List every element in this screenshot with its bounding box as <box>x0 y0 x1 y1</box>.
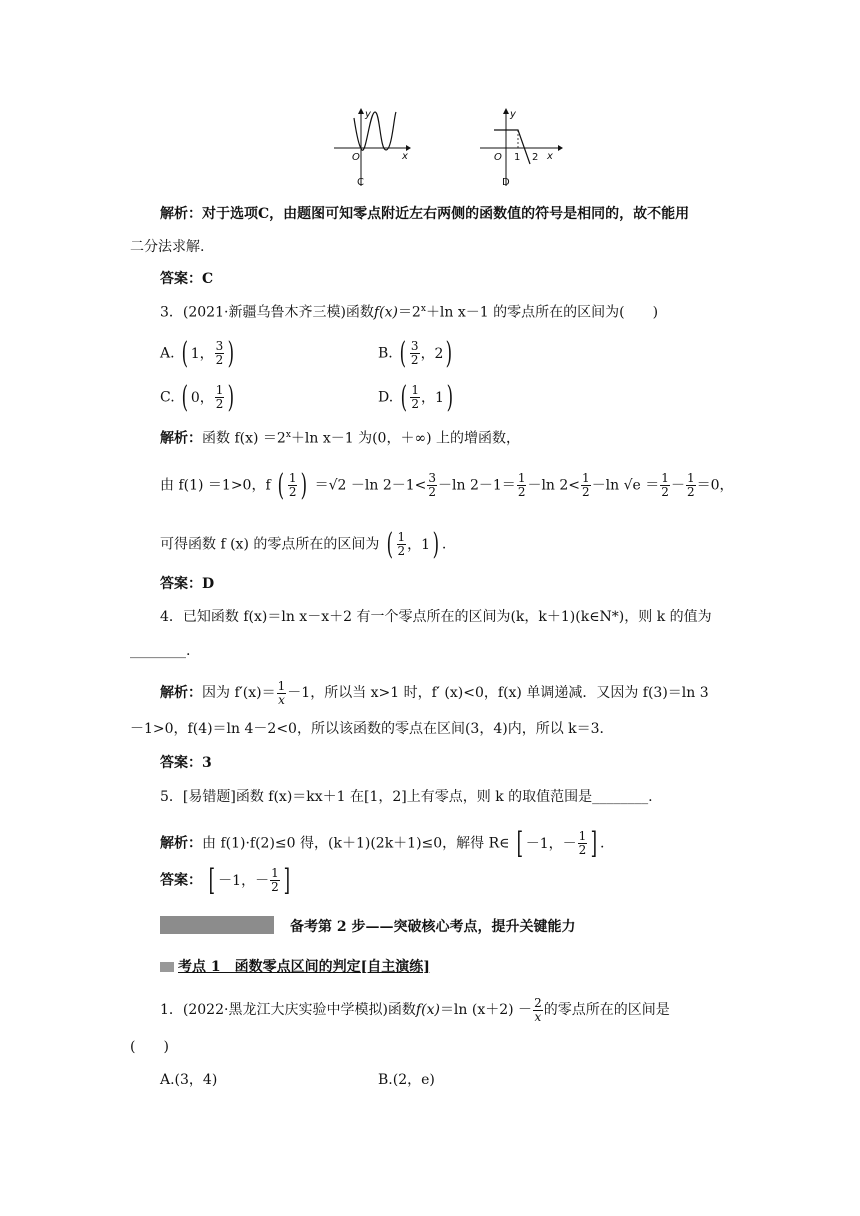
q5-answer-label: 答案： <box>160 872 202 889</box>
q3-l2-c: －ln 2< <box>527 477 581 494</box>
q6-stem-num: 2 <box>534 996 542 1010</box>
q3-option-a-label: A. <box>160 345 175 362</box>
q3-l3-den: 2 <box>397 544 406 558</box>
q3-option-b-num: 3 <box>410 339 419 354</box>
q6-stem <box>160 997 670 1023</box>
graph-d-tick-1: 1 <box>514 152 521 163</box>
q3-option-d[interactable]: D. ( $\frac{1}{2}$ ，1 ) <box>378 380 454 415</box>
q6-option-a[interactable]: A.(3，4) <box>160 1072 218 1088</box>
q3-analysis-sup: x <box>285 430 291 440</box>
q3-answer: 答案：D <box>160 576 215 592</box>
q6-stem-pre: 1．(2022·黑龙江大庆实验中学模拟)函数 <box>160 1002 416 1019</box>
q3-l2-frac1-num: 1 <box>288 471 297 486</box>
q5-analysis-end: . <box>600 835 605 852</box>
q3-l3-right: ，1 <box>407 536 431 553</box>
q4-stem: 4．已知函数 f(x)＝ln x－x＋2 有一个零点所在的区间为(k，k＋1)(k∈N*)，则 k 的值为 <box>160 609 712 625</box>
q3-l2-e: － <box>670 477 685 494</box>
q3-l2-pre: 由 f(1) ＝1>0，f <box>160 477 271 494</box>
q3-option-c-num: 1 <box>215 383 224 398</box>
graph-c-x: x <box>402 151 408 162</box>
q3-option-d-den: 2 <box>411 397 419 411</box>
q3-option-b-label: B. <box>378 345 393 362</box>
kaodian-marker <box>160 962 174 972</box>
q5-analysis-left: －1，－ <box>525 835 577 852</box>
graph-c-label: C <box>357 177 364 188</box>
q3-l2-f: ＝0， <box>696 477 734 494</box>
section-bar <box>160 916 274 934</box>
q3-l2-frac5-num: 1 <box>661 471 669 486</box>
q5-answer: 答案： [ －1，－ $\frac{1}{2}$ ] <box>160 863 290 898</box>
q4-analysis-line1 <box>160 680 709 706</box>
section-title: 备考第 2 步——突破核心考点，提升关键能力 <box>290 919 576 935</box>
q3-option-b-right: ，2 <box>420 345 444 362</box>
q3-l2-d: －ln √e ＝ <box>591 477 660 494</box>
q3-analysis-rest: ＋ln x－1 为(0，＋∞) 上的增函数， <box>290 430 521 447</box>
q3-l2-frac2-num: 3 <box>428 471 437 486</box>
q4-analysis-line2: －1>0，f(4)＝ln 4－2<0，所以该函数的零点在区间(3，4)内，所以 k＝3． <box>130 721 614 737</box>
q3-option-a-den: 2 <box>215 353 224 367</box>
q5-analysis: 解析：由 f(1)·f(2)≤0 得，(k＋1)(2k＋1)≤0，解得 R∈ [ －1，－ $\frac{1}{2}$ ] . <box>160 826 605 861</box>
q3-option-b-den: 2 <box>410 353 419 367</box>
graph-c <box>330 108 410 188</box>
q3-option-c-label: C. <box>160 389 175 406</box>
q3-option-d-num: 1 <box>411 383 419 398</box>
q2-answer: 答案：C <box>160 271 214 287</box>
kaodian-heading-text: 考点 1 函数零点区间的判定[自主演练] <box>178 959 430 975</box>
q5-analysis-pre: 由 f(1)·f(2)≤0 得，(k＋1)(2k＋1)≤0，解得 R∈ <box>202 835 510 852</box>
q3-l2-frac1-den: 2 <box>288 485 297 499</box>
graph-d-label: D <box>502 177 510 188</box>
q4-analysis-label: 解析： <box>160 685 202 702</box>
q3-l2-frac5-den: 2 <box>661 485 669 499</box>
q3-stem-eq: ＝2 <box>397 304 421 321</box>
q6-stem-rest: 的零点所在的区间是 <box>543 1002 670 1019</box>
q3-l2-b: －ln 2－1＝ <box>438 477 516 494</box>
q3-analysis-line3: 可得函数 f (x) 的零点所在的区间为 ( $\frac{1}{2}$ ，1 ) . <box>160 527 447 562</box>
q3-l2-frac4-num: 1 <box>582 471 590 486</box>
q3-option-c-left: 0， <box>190 389 214 406</box>
q3-option-a-num: 3 <box>215 339 224 354</box>
q4-blank[interactable]: ________. <box>130 643 191 659</box>
q3-analysis-label: 解析： <box>160 430 202 447</box>
q2-analysis-text: 解析：对于选项C，由题图可知零点附近左右两侧的函数值的符号是相同的，故不能用 <box>160 206 690 222</box>
q3-l2-frac6-num: 1 <box>686 471 695 486</box>
graph-d-origin: O <box>494 152 502 163</box>
q3-l2-frac2-den: 2 <box>428 485 437 499</box>
q3-stem-pre: 3．(2021·新疆乌鲁木齐三模)函数 <box>160 304 374 321</box>
q3-l2-a: ＝√2 －ln 2－1< <box>314 477 427 494</box>
q3-analysis-line1 <box>160 431 520 446</box>
q3-stem-sup: x <box>420 304 426 314</box>
q6-stem-mid: ＝ln (x＋2) － <box>439 1002 533 1019</box>
graph-d-x: x <box>547 151 553 162</box>
q3-l2-frac6-den: 2 <box>686 485 695 499</box>
graph-c-y: y <box>365 109 371 120</box>
q5-analysis-num: 1 <box>578 829 587 844</box>
q3-l2-frac3-den: 2 <box>517 485 526 499</box>
q3-analysis-line2: 由 f(1) ＝1>0，f ( $\frac{1}{2}$ ) ＝√2 －ln 2－1< $\frac{3}{2}$ －ln 2－1＝ $\frac{1}{2}$ －ln 2< $\frac{1}{2}$ －ln √e ＝ $\frac{1}{2}$ － $\frac{1}{2}$ ＝0， <box>160 468 734 503</box>
kaodian-heading <box>160 960 430 974</box>
q3-l2-frac4-den: 2 <box>582 485 590 499</box>
q4-frac-num: 1 <box>277 679 286 693</box>
q3-option-d-label: D. <box>378 389 394 406</box>
q6-stem-den: x <box>534 1009 542 1024</box>
q3-l3-num: 1 <box>397 530 406 545</box>
q5-answer-den: 2 <box>271 880 279 894</box>
q4-answer: 答案：3 <box>160 755 212 771</box>
q4-analysis-rest: －1，所以当 x>1 时，f′ (x)<0，f(x) 单调递减．又因为 f(3)＝ln 3 <box>287 685 709 702</box>
q6-option-b[interactable]: B.(2，e) <box>378 1072 435 1088</box>
q3-stem-fx: f(x) <box>373 304 398 321</box>
q5-answer-num: 1 <box>271 866 279 881</box>
q5-analysis-label: 解析： <box>160 835 202 852</box>
graph-d-tick-2: 2 <box>532 152 539 163</box>
q3-option-c-den: 2 <box>215 397 224 411</box>
graph-d-y: y <box>510 109 516 120</box>
q3-option-a[interactable]: A. ( 1， $\frac{3}{2}$ ) <box>160 336 235 371</box>
q3-stem <box>160 305 658 320</box>
q5-stem: 5．[易错题]函数 f(x)＝kx＋1 在[1，2]上有零点，则 k 的取值范围是________. <box>160 789 653 805</box>
q3-option-d-right: ，1 <box>421 389 444 406</box>
graph-d <box>478 108 568 188</box>
q5-analysis-den: 2 <box>578 843 587 857</box>
q3-option-c[interactable]: C. ( 0， $\frac{1}{2}$ ) <box>160 380 235 415</box>
q3-l3-end: . <box>441 536 447 553</box>
q2-analysis-line2: 二分法求解. <box>130 239 205 255</box>
q3-stem-rest: ＋ln x－1 的零点所在的区间为( ) <box>425 304 659 321</box>
q3-option-a-left: 1， <box>190 345 214 362</box>
q3-option-b[interactable]: B. ( $\frac{3}{2}$ ，2 ) <box>378 336 453 371</box>
graph-c-origin: O <box>352 152 360 163</box>
q4-frac-den: x <box>278 692 285 707</box>
q4-analysis-pre: 因为 f′(x)＝ <box>202 685 276 702</box>
q3-analysis-text: 函数 f(x) ＝2 <box>202 430 286 447</box>
q2-analysis-line1 <box>160 207 689 221</box>
q6-answer-paren: ( ) <box>130 1039 169 1055</box>
q5-answer-left: －1，－ <box>218 872 270 889</box>
q3-l2-frac3-num: 1 <box>517 471 526 486</box>
q3-l3-pre: 可得函数 f (x) 的零点所在的区间为 <box>160 536 380 553</box>
q6-stem-fx: f(x) <box>415 1002 440 1019</box>
